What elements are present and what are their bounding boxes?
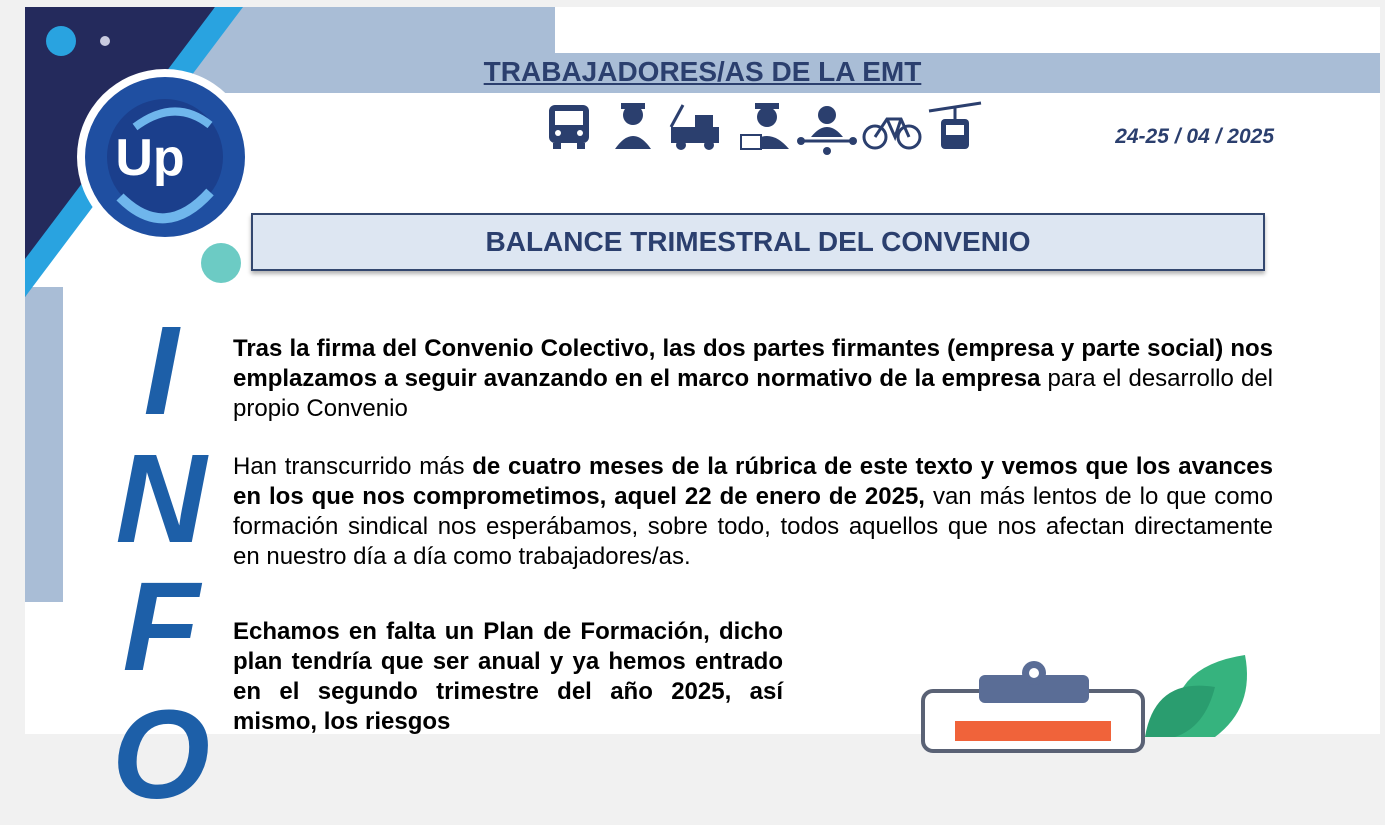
paragraph-2-bold: de cuatro meses de la rúbrica de este texto y vemos que los avances en los que nos comprometimos, aquel 22 de enero de 2025, — [233, 453, 1273, 510]
decor-dot — [46, 26, 76, 56]
paragraph-2 — [233, 452, 1273, 572]
paragraph-2-start: Han transcurrido más — [233, 453, 473, 480]
document-page — [25, 7, 1380, 825]
side-letter: F — [122, 556, 200, 697]
banner — [251, 213, 1265, 271]
body-text — [233, 334, 1273, 600]
side-label — [91, 300, 231, 825]
network-icon — [797, 106, 857, 155]
transport-icons — [545, 101, 985, 157]
decor-dot — [201, 243, 241, 283]
logo-mark: Up — [115, 129, 185, 187]
paragraph-3: Echamos en falta un Plan de Formación, dicho plan tendría que ser anual y ya hemos entrado en el segundo trimestre del año 2025, así mismo, los riesgos — [233, 618, 783, 735]
tow-truck-icon — [671, 105, 719, 150]
driver-icon — [615, 103, 651, 149]
inspector-icon — [741, 103, 789, 149]
clipboard-illustration — [915, 647, 1275, 737]
decor-dot — [100, 36, 110, 46]
union-logo — [25, 7, 285, 307]
paragraph-1-rest: para el desarrollo del propio Convenio — [233, 365, 1273, 422]
side-letter: I — [143, 300, 179, 441]
side-letter: O — [111, 684, 210, 825]
document-date: 24-25 / 04 / 2025 — [1115, 125, 1274, 148]
bus-icon — [549, 105, 589, 149]
cable-car-icon — [929, 103, 981, 149]
paragraph-2-rest: van más lentos de lo que como formación sindical nos esperábamos, sobre todo, todos aquellos que nos afectan directamente en nuestro día a día como trabajadores/as. — [233, 483, 1273, 570]
paragraph-1 — [233, 334, 1273, 424]
paragraph-1-bold: Tras la firma del Convenio Colectivo, las dos partes firmantes (empresa y parte social) nos emplazamos a seguir avanzando en el marco normativo de la empresa — [233, 335, 1273, 392]
banner-title: BALANCE TRIMESTRAL DEL CONVENIO — [485, 226, 1031, 257]
side-strip — [25, 287, 63, 602]
header-title: TRABAJADORES/AS DE LA EMT — [483, 56, 922, 87]
bicycle-icon — [864, 119, 920, 148]
side-letter: N — [115, 428, 207, 569]
